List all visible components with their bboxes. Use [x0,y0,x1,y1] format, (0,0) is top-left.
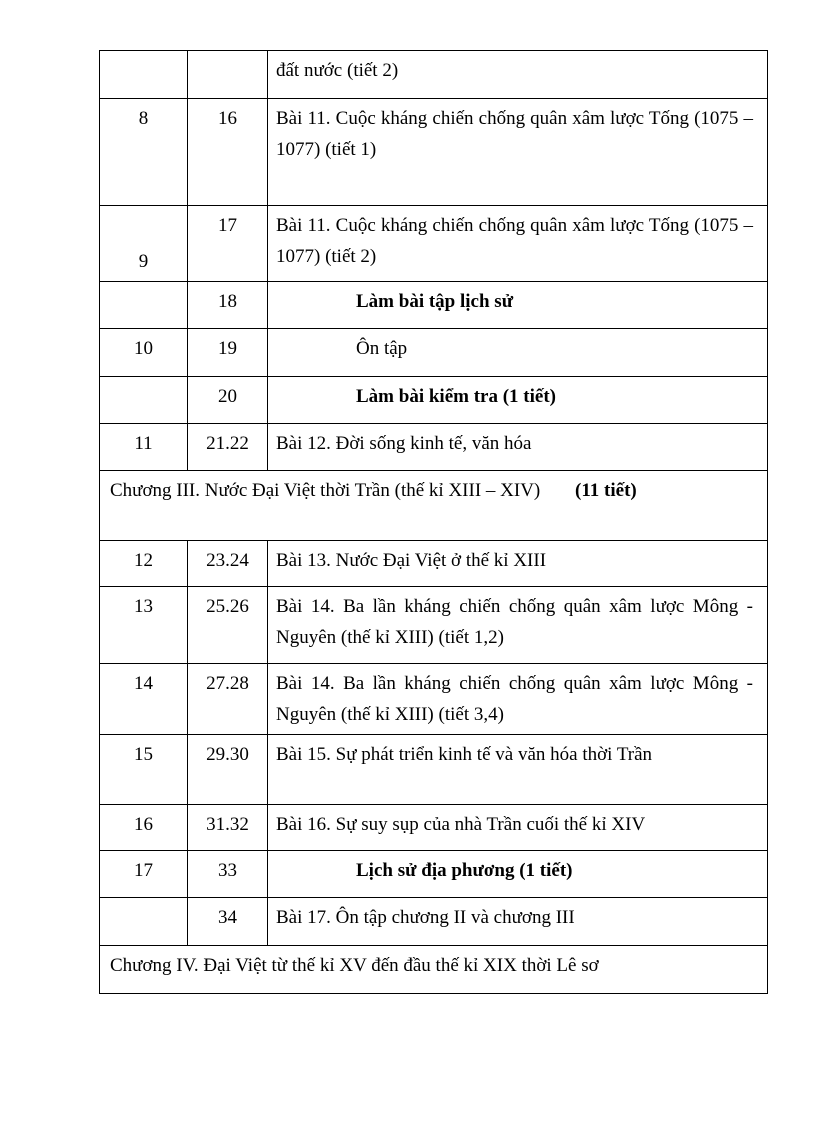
chapter-heading-cell [100,471,768,541]
table-row [100,329,768,377]
week-cell: 16 [100,805,188,851]
chapter-periods: (11 tiết) [575,480,637,501]
chapter-row [100,946,768,994]
lesson-cell: Bài 12. Đời sống kinh tế, văn hóa [268,424,768,471]
week-cell: 11 [100,424,188,471]
lesson-cell: đất nước (tiết 2) [268,51,768,99]
lesson-cell: Bài 11. Cuộc kháng chiến chống quân xâm lược Tống (1075 – 1077) (tiết 1) [268,99,768,206]
table-row [100,735,768,805]
chapter-title: Chương III. Nước Đại Việt thời Trần (thế kỉ XIII – XIV) [110,480,541,501]
period-cell: 18 [188,282,268,329]
table-row [100,99,768,206]
table-row [100,377,768,424]
lesson-cell: Bài 17. Ôn tập chương II và chương III [268,898,768,946]
table-row [100,805,768,851]
table-row [100,851,768,898]
period-cell: 21.22 [188,424,268,471]
period-cell: 23.24 [188,541,268,587]
period-cell: 27.28 [188,664,268,735]
table-row [100,541,768,587]
table-row [100,664,768,735]
lesson-cell: Làm bài kiểm tra (1 tiết) [268,377,768,424]
week-cell [100,377,188,424]
lesson-cell: Lịch sử địa phương (1 tiết) [268,851,768,898]
table-row [100,424,768,471]
week-cell: 9 [100,206,188,282]
lesson-cell: Bài 15. Sự phát triển kinh tế và văn hóa thời Trần [268,735,768,805]
lesson-cell: Bài 13. Nước Đại Việt ở thế kỉ XIII [268,541,768,587]
week-cell: 13 [100,587,188,664]
week-cell: 15 [100,735,188,805]
lesson-cell: Ôn tập [268,329,768,377]
period-cell: 16 [188,99,268,206]
chapter-title: Chương IV. Đại Việt từ thế kỉ XV đến đầu thế kỉ XIX thời Lê sơ [110,955,599,976]
period-cell: 25.26 [188,587,268,664]
chapter-row [100,471,768,541]
table-row [100,898,768,946]
lesson-cell: Bài 14. Ba lần kháng chiến chống quân xâm lược Mông - Nguyên (thế kỉ XIII) (tiết 3,4) [268,664,768,735]
table-row [100,282,768,329]
period-cell: 31.32 [188,805,268,851]
period-cell [188,51,268,99]
week-cell: 8 [100,99,188,206]
week-cell [100,898,188,946]
lesson-cell: Bài 14. Ba lần kháng chiến chống quân xâm lược Mông - Nguyên (thế kỉ XIII) (tiết 1,2) [268,587,768,664]
period-cell: 20 [188,377,268,424]
table-row [100,51,768,99]
table-row [100,587,768,664]
period-cell: 19 [188,329,268,377]
lesson-cell: Bài 16. Sự suy sụp của nhà Trần cuối thế kỉ XIV [268,805,768,851]
week-cell: 12 [100,541,188,587]
curriculum-table-page [99,50,768,994]
week-cell [100,51,188,99]
table-row [100,206,768,282]
week-cell [100,282,188,329]
chapter-heading-cell [100,946,768,994]
week-cell: 17 [100,851,188,898]
period-cell: 33 [188,851,268,898]
period-cell: 17 [188,206,268,282]
curriculum-table [99,50,768,994]
week-cell: 10 [100,329,188,377]
lesson-cell: Làm bài tập lịch sử [268,282,768,329]
week-cell: 14 [100,664,188,735]
period-cell: 29.30 [188,735,268,805]
lesson-cell: Bài 11. Cuộc kháng chiến chống quân xâm lược Tống (1075 – 1077) (tiết 2) [268,206,768,282]
period-cell: 34 [188,898,268,946]
